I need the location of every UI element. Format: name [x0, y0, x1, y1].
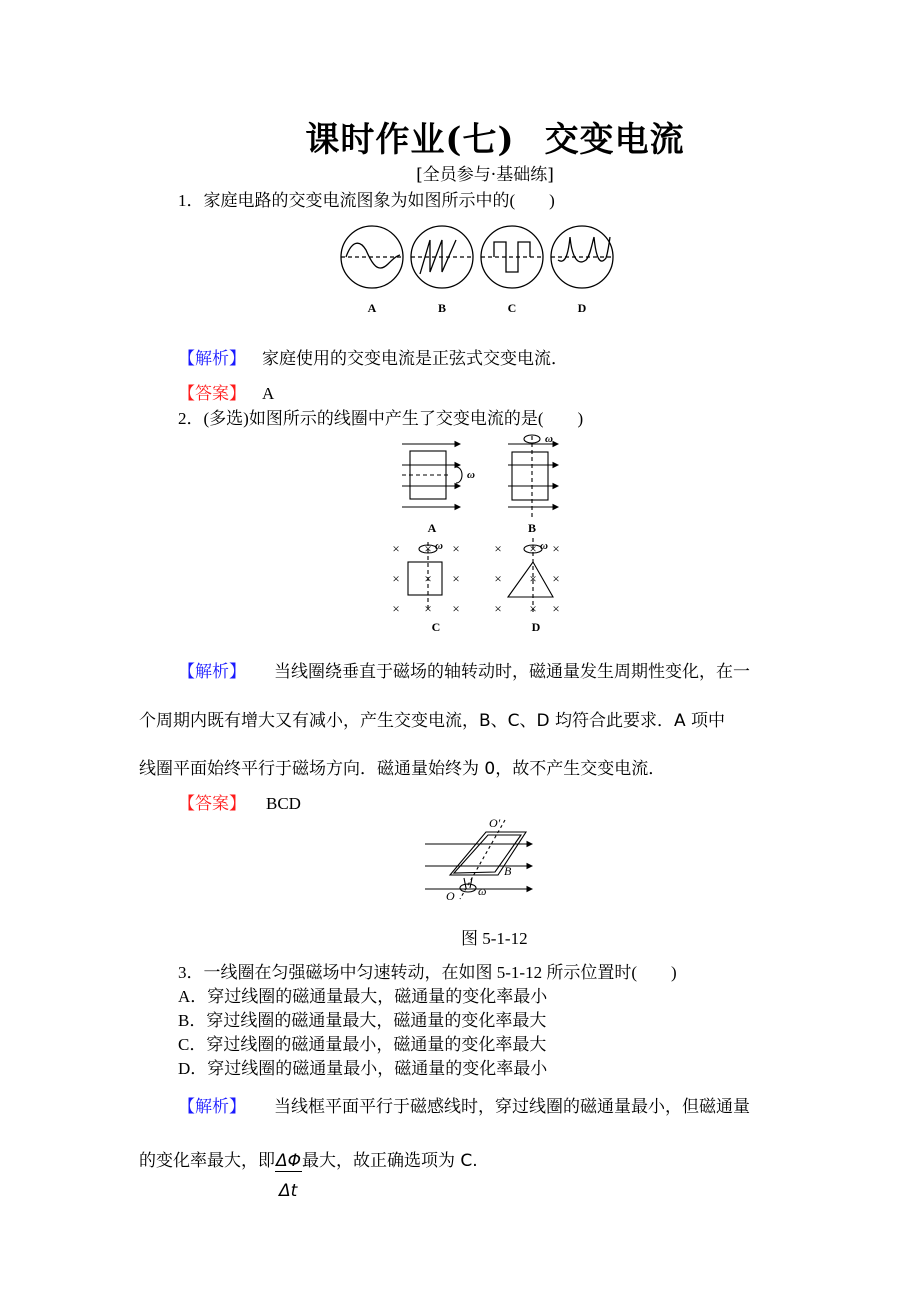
- svg-text:×: ×: [552, 541, 560, 556]
- answer-label: 【答案】: [178, 384, 246, 404]
- svg-text:×: ×: [494, 601, 502, 616]
- svg-text:×: ×: [424, 601, 432, 616]
- q1-stem: 1．家庭电路的交变电流图象为如图所示中的( ): [178, 191, 555, 210]
- svg-text:×: ×: [452, 601, 460, 616]
- delta-phi-over-delta-t: $\frac{\Delta\Phi}{\Delta t}$: [276, 1151, 302, 1201]
- title-part1: 课时作业(七): [305, 120, 515, 160]
- q2-coil-figure: [388, 432, 578, 637]
- svg-text:×: ×: [424, 571, 432, 586]
- svg-text:×: ×: [392, 601, 400, 616]
- waveform-label-c: C: [507, 301, 517, 315]
- q2-answer: [178, 789, 301, 814]
- svg-text:×: ×: [529, 541, 537, 556]
- q2-analysis-line3: 线圈平面始终平行于磁场方向．磁通量始终为 0，故不产生交变电流．: [139, 759, 666, 779]
- q1-analysis: [178, 344, 568, 369]
- coil-label-d: D: [531, 620, 541, 634]
- svg-text:×: ×: [529, 601, 537, 616]
- svg-text:×: ×: [392, 541, 400, 556]
- label-o-prime: O′: [489, 816, 501, 830]
- waveform-label-a: A: [367, 301, 377, 315]
- svg-text:×: ×: [452, 571, 460, 586]
- q2-stem: 2．(多选)如图所示的线圈中产生了交变电流的是( ): [178, 409, 584, 428]
- figure-caption: 图 5-1-12: [461, 929, 528, 948]
- omega-d: ω: [540, 540, 548, 552]
- analysis-label: 【解析】: [178, 349, 246, 369]
- svg-text:×: ×: [552, 601, 560, 616]
- q3-stem: 3．一线圈在匀强磁场中匀速转动，在如图 5-1-12 所示位置时( ): [178, 963, 677, 982]
- omega-b: ω: [545, 433, 553, 445]
- title-part2: 交变电流: [544, 120, 685, 160]
- omega-a: ω: [467, 469, 475, 481]
- svg-text:×: ×: [494, 541, 502, 556]
- svg-text:×: ×: [392, 571, 400, 586]
- page-title: [0, 112, 920, 161]
- analysis-label: 【解析】: [178, 1097, 246, 1117]
- q1-waveform-figure: [338, 222, 618, 320]
- svg-text:×: ×: [452, 541, 460, 556]
- waveform-label-b: B: [437, 301, 447, 315]
- label-o: O: [446, 889, 455, 903]
- svg-text:×: ×: [424, 541, 432, 556]
- svg-text:×: ×: [494, 571, 502, 586]
- label-b: B: [504, 864, 512, 878]
- coil-label-a: A: [427, 521, 437, 535]
- svg-text:×: ×: [552, 571, 560, 586]
- q3-option-d: D．穿过线圈的磁通量最小，磁通量的变化率最小: [178, 1059, 548, 1078]
- q3-analysis-line1: 【解析】 当线框平面平行于磁感线时，穿过线圈的磁通量最小，但磁通量: [178, 1097, 750, 1117]
- q3-analysis-line2: 的变化率最大，即 $\frac{\Delta\Phi}{\Delta t}$ 最大，故正确选项为 C.: [139, 1151, 478, 1201]
- coil-label-b: B: [527, 521, 537, 535]
- svg-text:×: ×: [529, 571, 537, 586]
- q1-analysis-text: 家庭使用的交变电流是正弦式交变电流．: [262, 349, 568, 369]
- coil-label-c: C: [431, 620, 441, 634]
- section-subtitle: [全员参与·基础练]: [416, 165, 554, 185]
- q2-analysis-line2: 个周期内既有增大又有减小，产生交变电流，B、C、D 均符合此要求．A 项中: [139, 711, 726, 731]
- omega-c: ω: [435, 540, 443, 552]
- figure-5-1-12: [420, 814, 540, 906]
- label-omega: ω: [478, 884, 487, 898]
- q3-option-a: A．穿过线圈的磁通量最大，磁通量的变化率最小: [178, 987, 548, 1006]
- waveform-label-d: D: [577, 301, 587, 315]
- q1-answer-value: A: [262, 384, 275, 403]
- q3-option-b: B．穿过线圈的磁通量最大，磁通量的变化率最大: [178, 1011, 547, 1030]
- q2-answer-value: BCD: [266, 794, 301, 813]
- answer-label: 【答案】: [178, 794, 246, 814]
- coil-b: [512, 452, 548, 500]
- q3-option-c: C．穿过线圈的磁通量最小，磁通量的变化率最大: [178, 1035, 547, 1054]
- analysis-label: 【解析】: [178, 662, 246, 682]
- q1-answer: [178, 379, 274, 404]
- q2-analysis-line1: 【解析】 当线圈绕垂直于磁场的轴转动时，磁通量发生周期性变化，在一: [178, 662, 750, 682]
